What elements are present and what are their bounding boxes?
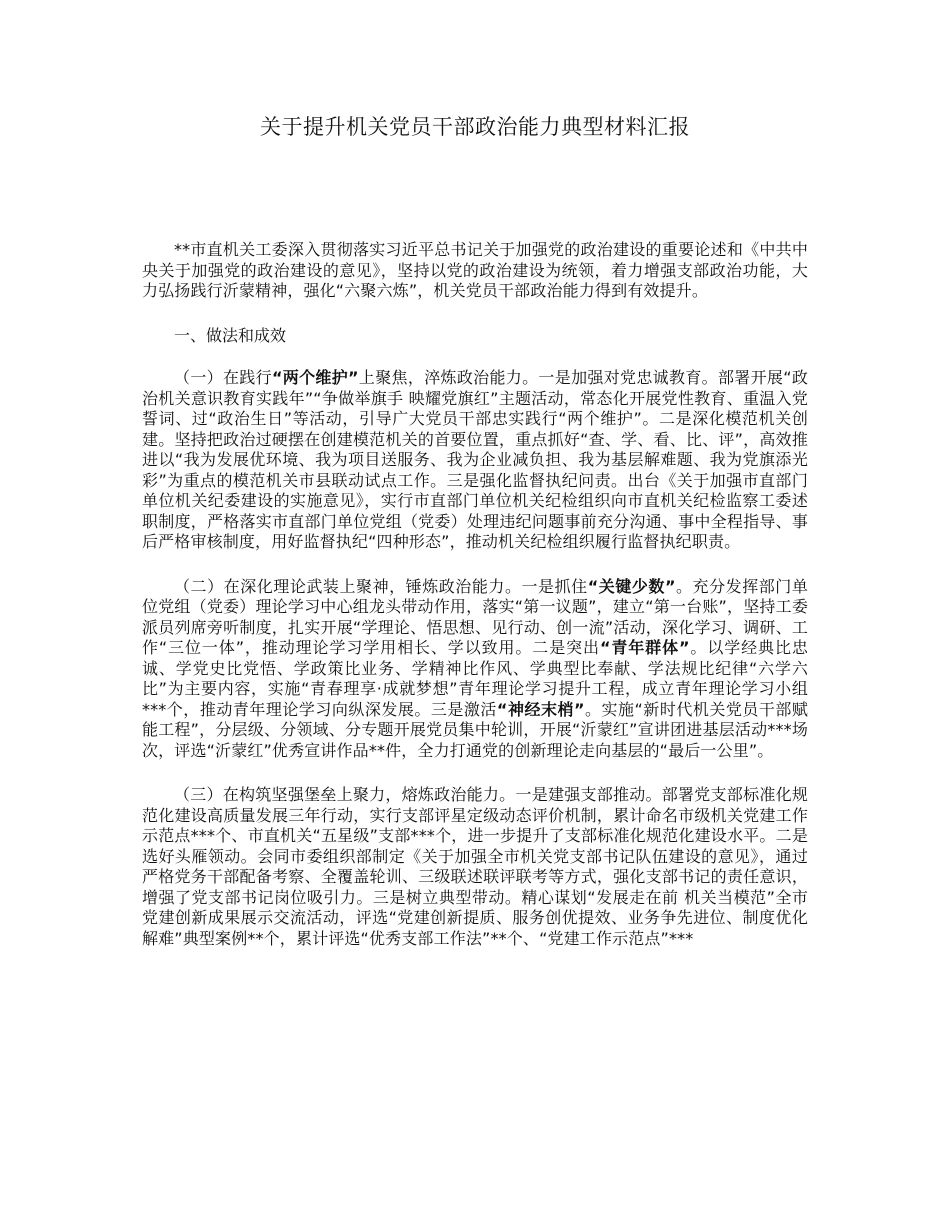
paragraph-lead: （一）在践行 (174, 368, 272, 387)
paragraph-text: 。实施“新时代机关党员干部赋能工程”，分层级、分领域、分专题开展党员集中轮训，开展“沂蒙红”宣讲团进基层活动***场次，评选“沂蒙红”优秀宣讲作品**件，全力打通党的创新理论走向基层的“最后一公里”。 (142, 699, 809, 760)
section-heading-practices: 一、做法和成效 (174, 325, 287, 345)
bold-phrase: “关键少数” (587, 576, 676, 596)
paragraph-text: 上聚焦，淬炼政治能力。一是加强对党忠诚教育。部署开展“政治机关意识教育实践年”“争做举旗手 映耀党旗红”主题活动，常态化开展党性教育、重温入党誓词、过“政治生日”等活动，引导广大党员干部忠实践行“两个维护”。二是深化模范机关创建。坚持把政治过硬摆在创建模范机关的首要位置，重点抓好“查、学、看、比、评”，高效推进以“我为发展优环境、我为项目送服务、我为企业减负担、我为基层解难题、我为党旗添光彩”为重点的模范机关市县联动试点工作。三是强化监督执纪问责。出台《关于加强市直部门单位机关纪委建设的实施意见》，实行市直部门单位机关纪检组织向市直机关纪检监察工委述职制度，严格落实市直部门单位党组（党委）处理违纪问题事前充分沟通、事中全程指导、事后严格审核制度，用好监督执纪“四种形态”，推动机关纪检组织履行监督执纪职责。 (142, 368, 809, 551)
bold-phrase: “青年群体” (599, 638, 690, 657)
paragraph-lead: （二）在深化理论武装上聚神，锤炼政治能力。一是抓住 (174, 576, 588, 596)
intro-paragraph: **市直机关工委深入贯彻落实习近平总书记关于加强党的政治建设的重要论述和《中共中央关于加强党的政治建设的意见》，坚持以党的政治建设为统领，着力增强支部政治功能，大力弘扬践行沂蒙精神，强化“六聚六炼”，机关党员干部政治能力得到有效提升。 (142, 240, 808, 300)
paragraph-party-branch: （三）在构筑坚强堡垒上聚力，熔炼政治能力。一是建强支部推动。部署党支部标准化规范化建设高质量发展三年行动，实行支部评星定级动态评价机制，累计命名市级机关党建工作示范点***个、市直机关“五星级”支部***个，进一步提升了支部标准化规范化建设水平。二是选好头雁领动。会同市委组织部制定《关于加强全市机关党支部书记队伍建设的意见》，通过严格党务干部配备考察、全覆盖轮训、三级联述联评联考等方式，强化支部书记的责任意识，增强了党支部书记岗位吸引力。三是树立典型带动。精心谋划“发展走在前 机关当模范”全市党建创新成果展示交流活动，评选“党建创新提质、服务创优提效、业务争先进位、制度优化解难”典型案例**个，累计评选“优秀支部工作法”**个、“党建工作示范点”*** (142, 785, 808, 948)
paragraph-political-loyalty (142, 368, 808, 553)
paragraph-text: 。充分发挥部门单位党组（党委）理论学习中心组龙头带动作用，落实“第一议题”，建立“第一台账”，坚持工委派员列席旁听制度，扎实开展“学理论、悟思想、见行动、创一流”活动，深化学习、调研、工作“三位一体”，推动理论学习学用相长、学以致用。二是突出 (142, 576, 808, 657)
document-title: 关于提升机关党员干部政治能力典型材料汇报 (260, 115, 690, 139)
document-body (142, 240, 808, 949)
bold-phrase: “两个维护” (271, 368, 359, 387)
paragraph-theory-study (142, 577, 808, 762)
paragraph-text: 。以学经典比忠诚、学党史比党悟、学政策比业务、学精神比作风、学典型比奉献、学法规比纪律“六学六比”为主要内容，实施“青春理享·成就梦想”青年理论学习提升工程，成立青年理论学习小组***个，推动青年理论学习向纵深发展。三是激活 (142, 638, 808, 719)
bold-phrase: “神经末梢” (496, 699, 585, 719)
